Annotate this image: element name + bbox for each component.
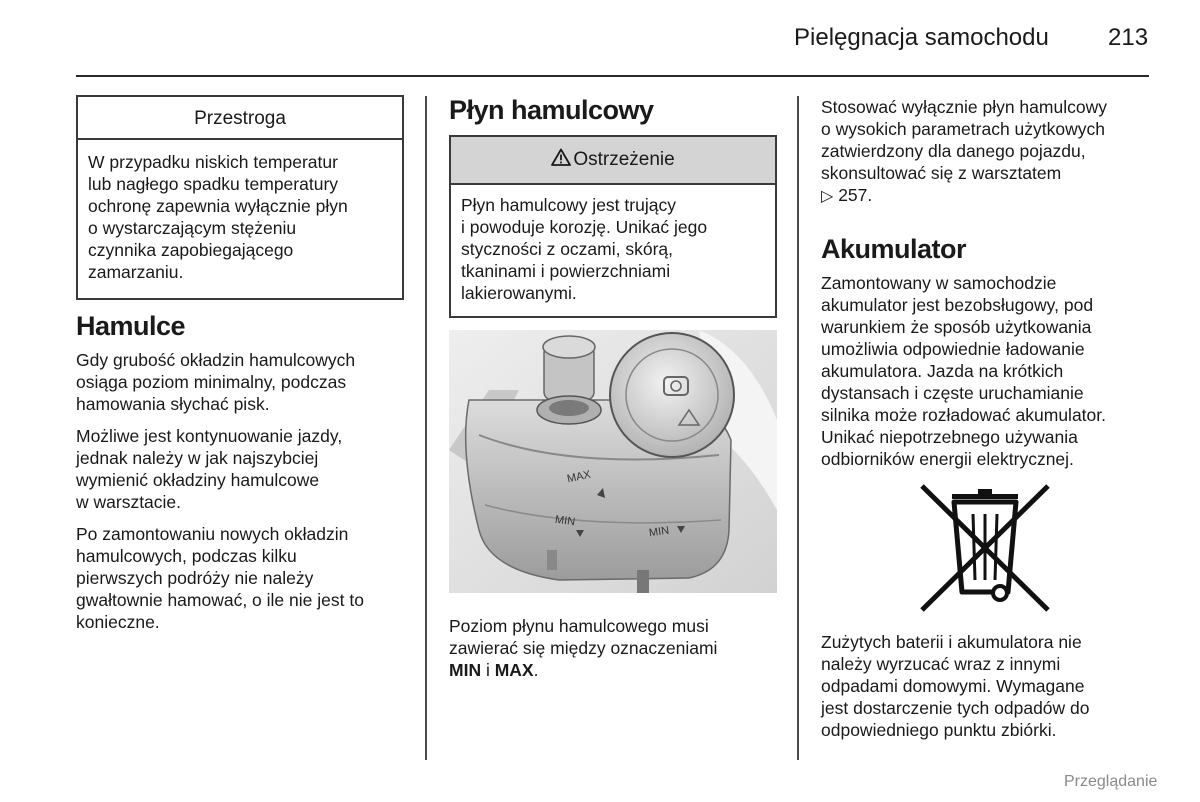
min-mark-label-left: MIN (554, 513, 576, 529)
warning-title: Ostrzeżenie (573, 149, 675, 170)
column-divider-left (425, 96, 427, 760)
battery-text (821, 272, 1166, 470)
running-header-title: Pielęgnacja samochodu (794, 24, 1049, 51)
caution-line: czynnika zapobiegającego (88, 240, 294, 260)
caption-line: zawierać się między oznaczeniami (449, 638, 718, 658)
caption-end: . (533, 660, 539, 680)
brakes-paragraph (76, 425, 416, 513)
page-number: 213 (1108, 24, 1149, 51)
caution-text (78, 140, 402, 293)
text-line: gwałtownie hamować, o ile nie jest to (76, 590, 364, 610)
caption-line (449, 659, 789, 681)
crossed-out-wheelie-bin-icon (920, 484, 1050, 612)
page-ref-arrow-icon: ▷ (821, 188, 834, 205)
text-line: umożliwia odpowiednie ładowanie (821, 339, 1085, 359)
text-line: odbiorników energii elektrycznej. (821, 449, 1074, 469)
warning-line: Płyn hamulcowy jest trujący (461, 195, 676, 215)
max-mark-label: MAX (566, 468, 592, 486)
text-line: o wysokich parametrach użytkowych (821, 119, 1105, 139)
caution-line: zamarzaniu. (88, 262, 184, 282)
brakes-text (76, 349, 416, 643)
text-line: w warsztacie. (76, 492, 182, 512)
page-reference[interactable] (821, 184, 1161, 208)
brake-fluid-heading: Płyn hamulcowy (449, 95, 654, 125)
text-line: Zamontowany w samochodzie (821, 273, 1057, 293)
warning-box (449, 135, 777, 318)
text-line: konieczne. (76, 612, 160, 632)
text-line: hamowania słychać pisk. (76, 394, 270, 414)
warning-triangle-icon (551, 148, 571, 172)
warning-header (451, 137, 775, 183)
brakes-paragraph (76, 523, 416, 633)
text-line: skonsultować się z warsztatem (821, 163, 1062, 183)
caution-line: lub nagłego spadku temperatury (88, 174, 339, 194)
brakes-paragraph (76, 349, 416, 415)
text-line: hamulcowych, podczas kilku (76, 546, 297, 566)
text-line: Stosować wyłącznie płyn hamulcowy (821, 97, 1107, 117)
text-line: Gdy grubość okładzin hamulcowych (76, 350, 356, 370)
text-line: odpadami domowymi. Wymagane (821, 676, 1085, 696)
text-line: jest dostarczenie tych odpadów do (821, 698, 1090, 718)
text-line: Zużytych baterii i akumulatora nie (821, 632, 1082, 652)
footer-watermark: Przeglądanie (1064, 773, 1158, 790)
text-line: należy wyrzucać wraz z innymi (821, 654, 1061, 674)
text-line: wymienić okładziny hamulcowe (76, 470, 320, 490)
caption-line: Poziom płynu hamulcowego musi (449, 616, 709, 636)
warning-line: styczności z oczami, skórą, (461, 239, 673, 259)
warning-text (451, 185, 775, 314)
caution-line: ochronę zapewnia wyłącznie płyn (88, 196, 348, 216)
header-rule (76, 75, 1149, 77)
page-ref-number: 257. (838, 185, 873, 205)
caution-title: Przestroga (194, 108, 286, 129)
warning-line: lakierowanymi. (461, 283, 577, 303)
disposal-text (821, 631, 1166, 741)
warning-line: i powoduje korozję. Unikać jego (461, 217, 708, 237)
text-line: jednak należy w jak najszybciej (76, 448, 319, 468)
text-line: Możliwe jest kontynuowanie jazdy, (76, 426, 343, 446)
text-line: dystansach i częste uruchamianie (821, 383, 1084, 403)
text-line: silnika może rozładować akumulator. (821, 405, 1106, 425)
brakes-heading: Hamulce (76, 311, 186, 341)
text-line: odpowiedniego punktu zbiórki. (821, 720, 1057, 740)
text-line: akumulatora. Jazda na krótkich (821, 361, 1064, 381)
min-mark-label-right: MIN (648, 524, 670, 540)
caution-line: W przypadku niskich temperatur (88, 152, 338, 172)
text-line: akumulator jest bezobsługowy, pod (821, 295, 1094, 315)
text-line: pierwszych podróży nie należy (76, 568, 314, 588)
caution-line: o wystarczającym stężeniu (88, 218, 297, 238)
brake-fluid-recommendation (821, 96, 1161, 208)
text-line: Po zamontowaniu nowych okładzin (76, 524, 349, 544)
caption-max: MAX (494, 660, 534, 680)
text-line: zatwierdzony dla danego pojazdu, (821, 141, 1086, 161)
text-line: Unikać niepotrzebnego używania (821, 427, 1078, 447)
text-line: warunkiem że sposób użytkowania (821, 317, 1092, 337)
brake-fluid-reservoir-image (449, 330, 777, 593)
caption-min: MIN (449, 660, 482, 680)
caption-and: i (481, 660, 495, 680)
warning-line: tkaninami i powierzchniami (461, 261, 671, 281)
text-line: osiąga poziom minimalny, podczas (76, 372, 347, 392)
image-caption (449, 615, 789, 681)
column-divider-right (797, 96, 799, 760)
battery-heading: Akumulator (821, 234, 967, 264)
caution-box (76, 95, 404, 300)
